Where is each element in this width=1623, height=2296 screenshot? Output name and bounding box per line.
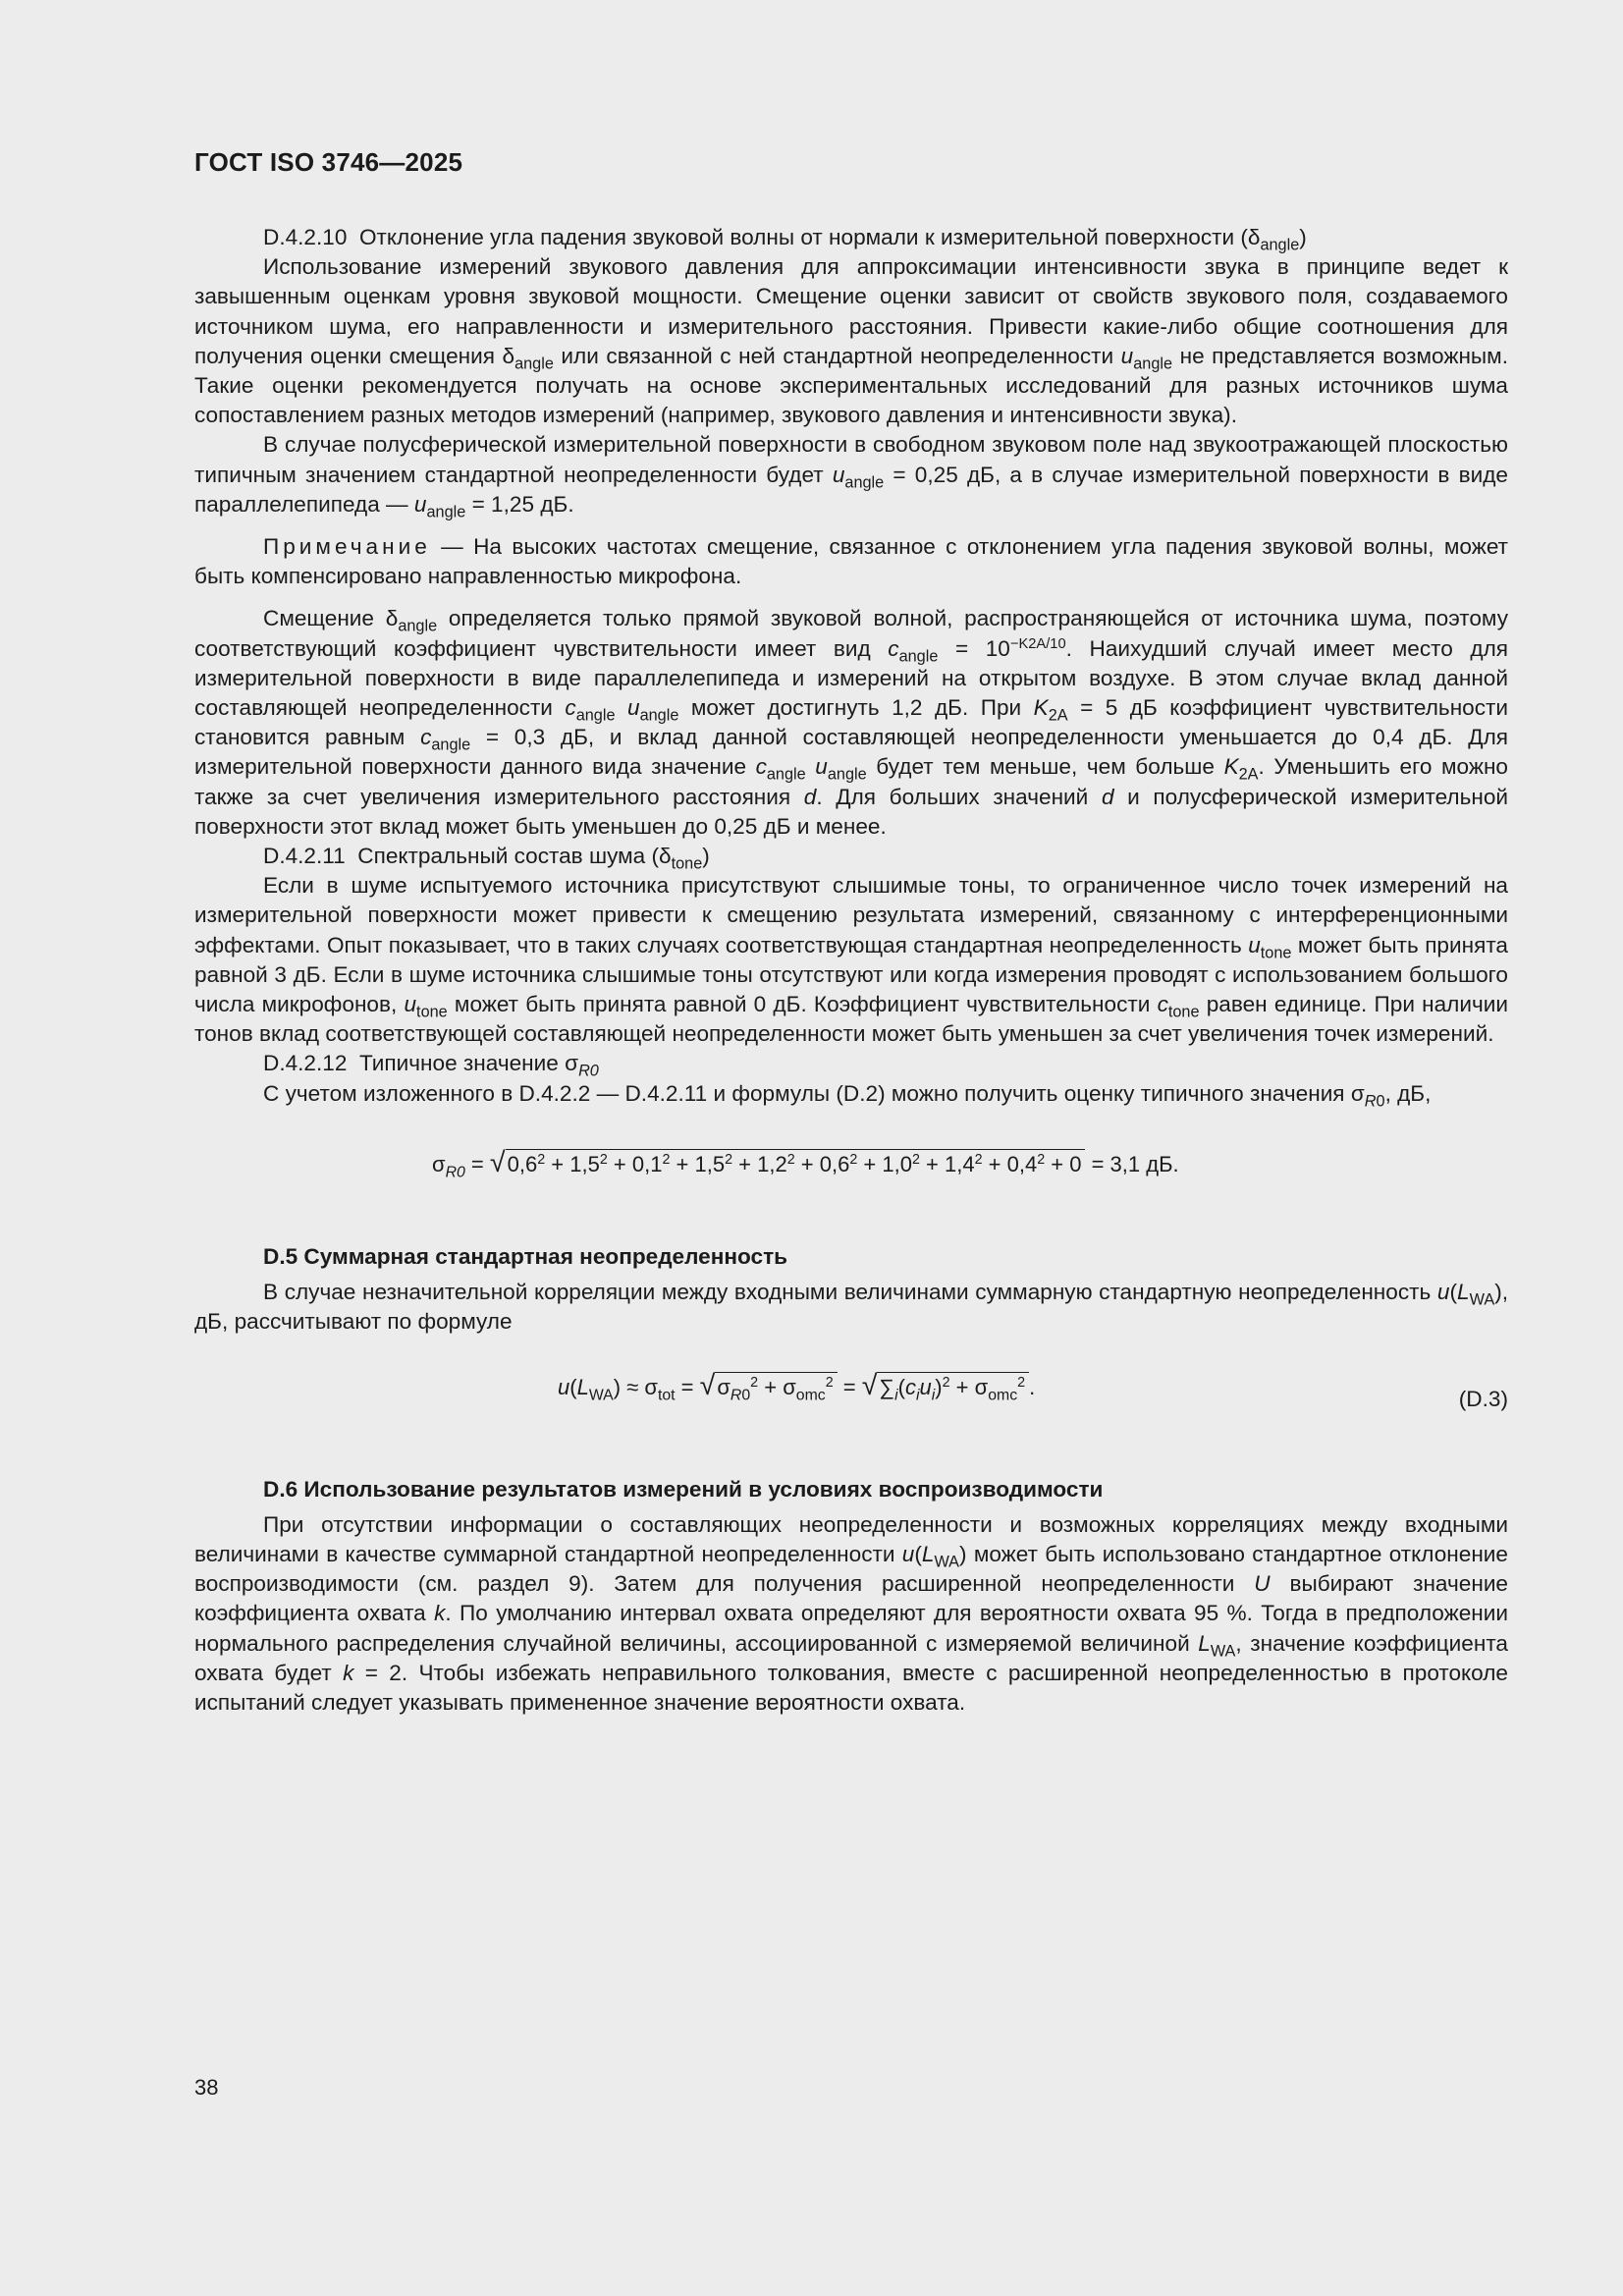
paragraph: Использование измерений звукового давления для аппроксимации интенсивности звука в принципе ведет к завышенным оценкам уровня звуковой мощности. Смещение оценки зависит от свойств звукового поля, создаваемого источником шума, его направленности и измерительного расстояния. Привести какие-либо общие соотношения для получения оценки смещения $\delta_{angle}$ или связанной с ней стандартной неопределенности $u_{angle}$ не представляется возможным. Такие оценки рекомендуется получать на основе экспериментальных исследований для разных источников шума сопоставлением разных методов измерений (например, звукового давления и интенсивности звука). xyxy=(194,254,1508,428)
paragraph: В случае незначительной корреляции между входными величинами суммарную стандартную неопределенность $u(L_{WA})$, дБ, рассчитывают по формуле xyxy=(194,1280,1508,1335)
section-d5-title: D.5 Суммарная стандартная неопределенность xyxy=(263,1243,788,1269)
section-d6-title: D.6 Использование результатов измерений в условиях воспроизводимости xyxy=(263,1476,1104,1502)
formula-d3: $u(L_{WA}) \approx \sigma_{tot} = √\sigma_{R0}^2 + \sigma_{omc}^2 = √\sum_i(c_iu_i)^2 + \sigma_{omc}^2$ . (D.3) xyxy=(194,1357,1508,1446)
paragraph: С учетом изложенного в D.4.2.2 — D.4.2.11 и формулы (D.2) можно получить оценку типичного значения $\sigma_{R0}$, дБ, xyxy=(263,1080,1432,1111)
formula-sigma-r0: $\sigma_{R0} = √0,6^2 + 1,5^2 + 0,1^2 + 1,5^2 + 1,2^2 + 0,6^2 + 1,0^2 + 1,4^2 + 0,4^2 + 0 = 3,1$ дБ. xyxy=(432,1146,1179,1181)
subsection-d4210-title: D.4.2.10 Отклонение угла падения звуковой волны от нормали к измерительной поверхности $(\delta_{angle})$ xyxy=(263,225,1307,254)
subsection-d4211-title: D.4.2.11 Спектральный состав шума $(\delta_{tone})$ xyxy=(263,844,710,873)
paragraph: Смещение $\delta_{angle}$ определяется только прямой звуковой волной, распространяющейся от источника шума, поэтому соответствующий коэффициент чувствительности имеет вид $c_{angle} = 10^{-K2A/10}$. Наихудший случай имеет место для измерительной поверхности в виде параллелепипеда и измерений на открытом воздухе. В этом случае вклад данной составляющей неопределенности $c_{angle}$ $u_{angle}$ может достигнуть 1,2 дБ. При $K_{2A} = 5$ дБ коэффициент чувствительности становится равным $c_{angle} = 0,3$ дБ, и вклад данной составляющей неопределенности уменьшается до 0,4 дБ. Для измерительной поверхности данного вида значение $c_{angle}$ $u_{angle}$ будет тем меньше, чем больше $K_{2A}$. Уменьшить его можно также за счет увеличения измерительного расстояния d. Для больших значений d и полусферической измерительной поверхности этот вклад может быть уменьшен до 0,25 дБ и менее. xyxy=(194,606,1509,839)
note-paragraph: Примечание — На высоких частотах смещение, связанное с отклонением угла падения звуковой волны, может быть компенсировано направленностью микрофона. xyxy=(194,534,1508,589)
subsection-d4212-title: D.4.2.12 Типичное значение $\sigma_{R0}$ xyxy=(263,1051,599,1081)
document-header: ГОСТ ISO 3746—2025 xyxy=(194,147,463,177)
paragraph: При отсутствии информации о составляющих неопределенности и возможных корреляциях между входными величинами в качестве суммарной стандартной неопределенности $u(L_{WA})$ может быть использовано стандартное отклонение воспроизводимости (см. раздел 9). Затем для получения расширенной неопределенности U выбирают значение коэффициента охвата k. По умолчанию интервал охвата определяют для вероятности охвата 95 %. Тогда в предположении нормального распределения случайной величины, ассоциированной с измеряемой величиной $L_{WA}$, значение коэффициента охвата будет k = 2. Чтобы избежать неправильного толкования, вместе с расширенной неопределенностью в протоколе испытаний следует указывать примененное значение вероятности охвата. xyxy=(194,1511,1509,1715)
document-body xyxy=(194,223,1508,1718)
equation-number: (D.3) xyxy=(1458,1386,1508,1411)
page-number: 38 xyxy=(194,2075,219,2100)
paragraph: Если в шуме испытуемого источника присутствуют слышимые тоны, то ограниченное число точек измерений на измерительной поверхности может привести к смещению результата измерений, связанному с интерференционными эффектами. Опыт показывает, что в таких случаях соответствующая стандартная неопределенность $u_{tone}$ может быть принята равной 3 дБ. Если в шуме источника слышимые тоны отсутствуют или когда измерения проводят с использованием большого числа микрофонов, $u_{tone}$ может быть принята равной 0 дБ. Коэффициент чувствительности $c_{tone}$ равен единице. При наличии тонов вклад соответствующей составляющей неопределенности может быть уменьшен за счет увеличения точек измерений. xyxy=(194,873,1508,1047)
paragraph: В случае полусферической измерительной поверхности в свободном звуковом поле над звукоотражающей плоскостью типичным значением стандартной неопределенности будет $u_{angle} = 0,25$ дБ, а в случае измерительной поверхности в виде параллелепипеда — $u_{angle} = 1,25$ дБ. xyxy=(194,432,1508,521)
